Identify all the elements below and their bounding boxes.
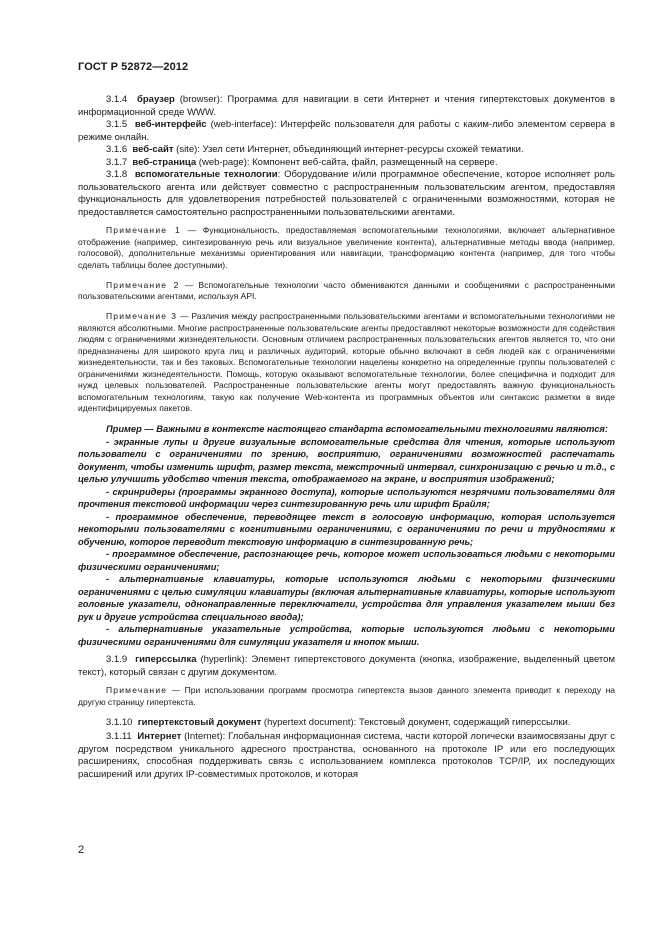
example-item-3: - программное обеспечение, переводящее текст в голосовую информацию, которая используется некоторыми пользователями с когнитивными ограничениями, с ограничениями по речи и трудностями к обучению, которое переводит текстовую информацию в синтезированную речь; <box>78 511 615 547</box>
term-3-1-7 <box>78 157 615 170</box>
term-text: (hypertext document): Текстовый документ, содержащий гиперссылки. <box>261 716 571 728</box>
term-title: гипертекстовый документ <box>137 716 262 728</box>
example-item-4: - программное обеспечение, распознающее речь, которое может использоваться людьми с некоторыми физическими ограничениями; <box>78 549 615 572</box>
term-text: : Оборудование и/или программное обеспечение, которое исполняет роль пользовательского агента или действует совместно с распространенным пользовательским агентом, предоставляя функциональность для удовлетворения потребностей пользователей с ограниченными возможностями, которая не предоставляется самостоятельно распространенными пользовательскими агентами. <box>78 169 615 218</box>
item-number: 3.1.10 <box>106 716 133 728</box>
note-text: — Различия между распространенными пользовательскими агентами и вспомогательными технологиями не являются абсолютными. Многие распространенные пользовательские агенты предоставляют некоторые возможности для содействия людям с ограничениями жизнедеятельности. Основным отличием распространенных пользовательских агентов является то, что они предназначены для широкого круга лиц и различных аудиторий, которые обычно включают в себя людей как с ограничениями жизнедеятельности, так и без таковых. Вспомогательные технологии нацелены конкретно на определенные группы пользователей с ограничениями жизнедеятельности. Помощь, которую оказывают вспомогательные технологии, более специфична и подходит для нужд целевых пользователей. Распространенные пользовательские агенты могут предоставлять важную функциональность вспомогательным технологиям, такую как получение Web-контента из программных объектов или синтаксис разметки в виде идентифицируемых пакетов. <box>78 311 615 413</box>
note-2 <box>78 280 615 303</box>
term-title: гиперссылка <box>135 654 197 665</box>
note-3 <box>78 311 615 415</box>
term-3-1-5 <box>78 119 615 144</box>
term-title: Интернет <box>137 731 182 742</box>
term-3-1-10 <box>78 717 615 730</box>
item-number: 3.1.11 <box>106 731 132 742</box>
term-3-1-9 <box>78 654 615 679</box>
term-title: веб-интерфейс <box>134 119 207 130</box>
term-3-1-4 <box>78 94 615 119</box>
note-label: Примечание 1 <box>106 225 181 235</box>
example-item-5: - альтернативные клавиатуры, которые используются людьми с некоторыми физическими ограничениями с целью симуляции клавиатуры (включая альтернативные клавиатуры, которые используют головные указатели, однонаправленные переключатели, устройства для управления указателем мыши без рук и другие устройства специального ввода); <box>78 574 615 622</box>
note-label: Примечание 3 <box>106 311 178 321</box>
term-title: вспомогательные технологии <box>134 169 278 180</box>
item-number: 3.1.4 <box>106 94 128 105</box>
example-block <box>78 423 615 648</box>
term-text: (browser): Программа для навигации в сети Интернет и чтения гипертекстовых документов в информационной среде WWW. <box>78 94 615 118</box>
item-number: 3.1.7 <box>106 156 128 168</box>
term-3-1-6 <box>78 144 615 157</box>
term-text: (site): Узел сети Интернет, объединяющий интернет-ресурсы схожей тематики. <box>173 144 524 155</box>
note-label: Примечание 2 <box>106 279 180 290</box>
note-1 <box>78 225 615 271</box>
term-text: (web-interface): Интерфейс пользователя для работы с каким-либо элементом сервера в режиме онлайн. <box>78 119 616 143</box>
item-number: 3.1.9 <box>106 654 128 665</box>
item-number: 3.1.8 <box>106 169 128 180</box>
example-item-6: - альтернативные указательные устройства, которые используются людьми с некоторыми физическими ограничениями для симуляции указателя и кнопок мыши. <box>78 624 615 647</box>
page-number: 2 <box>78 844 85 856</box>
document-header: ГОСТ Р 52872—2012 <box>78 61 189 73</box>
term-title: веб-страница <box>132 156 197 168</box>
note-text: — Функциональность, предоставляемая вспомогательными технологиями, включает альтернативное отображение (например, синтезированную речь или визуальное увеличение контента), альтернативные методы ввода (например, голосовой), дополнительные механизмы ориентирования или навигации, трансформацию контента (например, для того чтобы сделать таблицы более доступными). <box>78 225 615 270</box>
term-text: (Internet): Глобальная информационная система, части которой логически взаимосвязаны друг с другом посредством уникального адресного пространства, основанного на протоколе IP или его последующих расширениях, способная поддерживать связь с использованием комплекса протоколов TCP/IP, их последующих расширений или других IP-совместимых протоколов, и которая <box>78 731 616 780</box>
term-text: (hyperlink): Элемент гипертекстового документа (кнопка, изображение, выделенный цветом текст), который связан с другим документом. <box>78 654 615 678</box>
example-intro: Пример — Важными в контексте настоящего стандарта вспомогательными технологиями являются: <box>106 424 608 434</box>
term-text: (web-page): Компонент веб-сайта, файл, размещенный на сервере. <box>196 156 498 168</box>
term-title: веб-сайт <box>132 144 174 155</box>
note-text: — При использовании программ просмотра гипертекста вызов данного элемента приводит к переходу на другую страницу гипертекста. <box>78 685 615 707</box>
example-item-1: - экранные лупы и другие визуальные вспомогательные средства для чтения, которые используют пользователи с ограничениями по зрению, восприятию, ограничениями возможностей распечатать документ, чтобы изменить шрифт, размер текста, межстрочный интервал, синхронизацию с речью и т.д., с целью улучшить удобство чтения текста, отображаемого на экране, и восприятия изображений; <box>78 436 615 484</box>
note-4 <box>78 685 615 708</box>
term-title: браузер <box>137 94 175 105</box>
term-3-1-11 <box>78 731 615 781</box>
item-number: 3.1.5 <box>106 119 128 130</box>
page-content <box>78 94 615 781</box>
term-3-1-8 <box>78 169 615 219</box>
item-number: 3.1.6 <box>106 144 128 155</box>
example-item-2: - скринридеры (программы экранного доступа), которые используются незрячими пользователями для прочтения текстовой информации через синтезированную речь или шрифт Брайля; <box>78 486 615 509</box>
note-label: Примечание <box>106 685 168 695</box>
note-text: — Вспомогательные технологии часто обмениваются данными и сообщениями с распространенными пользовательскими агентами, используя API. <box>78 279 615 301</box>
